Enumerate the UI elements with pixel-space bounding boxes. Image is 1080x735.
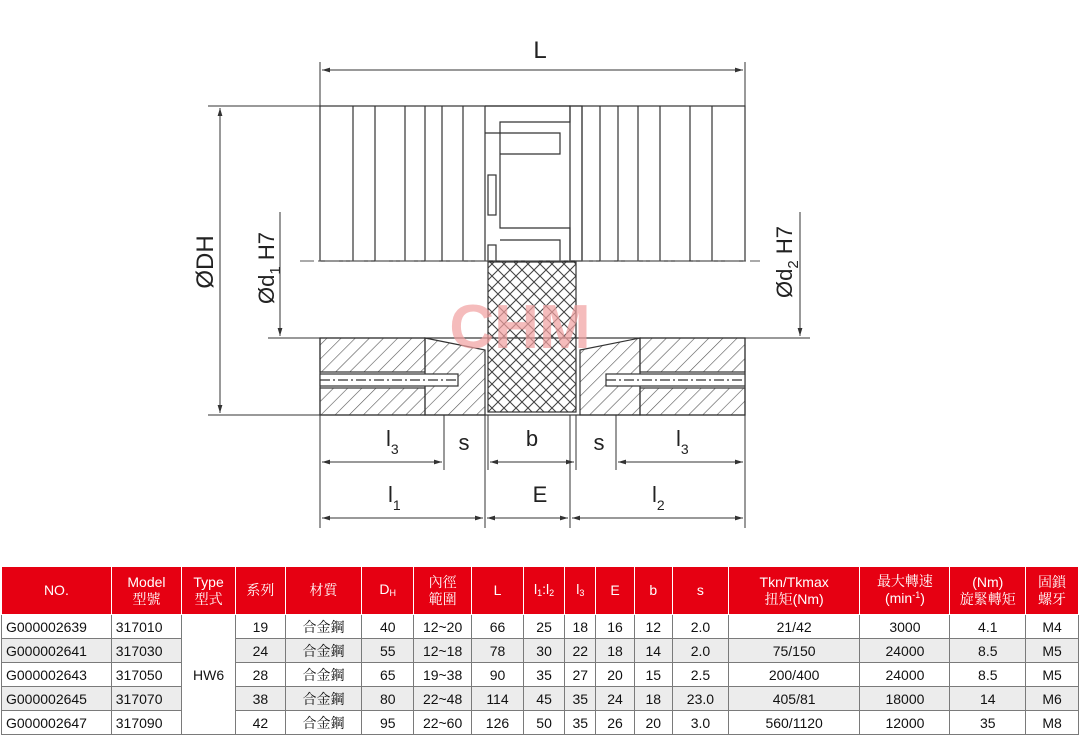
cell-E: 24 <box>596 687 634 711</box>
cell-speed: 3000 <box>860 615 950 639</box>
d2-prefix: Ød <box>772 268 797 298</box>
cell-L: 78 <box>472 639 524 663</box>
header-E <box>596 567 634 615</box>
cell-screw: M6 <box>1026 687 1079 711</box>
header-L <box>472 567 524 615</box>
cell-L: 114 <box>472 687 524 711</box>
header-bore <box>414 567 472 615</box>
dimension-label-d2 <box>772 226 802 298</box>
l3-left-main: l <box>386 426 391 451</box>
cell-l1l2: 50 <box>523 711 564 735</box>
header-torque-line2: 扭矩(Nm) <box>764 590 824 607</box>
cell-speed: 24000 <box>860 639 950 663</box>
table-row <box>2 663 1079 687</box>
d2-subscript: 2 <box>785 260 802 269</box>
cell-screw: M5 <box>1026 663 1079 687</box>
cell-no: G000002639 <box>2 615 112 639</box>
l1-main: l <box>388 482 393 507</box>
specification-table <box>1 566 1079 735</box>
cell-torque: 21/42 <box>728 615 860 639</box>
cell-speed: 18000 <box>860 687 950 711</box>
dimension-label-L: L <box>533 37 547 64</box>
l3-right-sub: 3 <box>680 441 689 457</box>
cell-dh: 95 <box>362 711 414 735</box>
table-row <box>2 687 1079 711</box>
header-screw-line1: 固鎖 <box>1038 573 1067 590</box>
cell-dh: 80 <box>362 687 414 711</box>
d2-suffix: H7 <box>772 226 797 261</box>
cell-material: 合金鋼 <box>285 639 362 663</box>
cell-l1l2: 25 <box>523 615 564 639</box>
table-row <box>2 711 1079 735</box>
header-l1l2-a: l <box>533 581 538 597</box>
cell-series: 42 <box>236 711 286 735</box>
cell-l1l2: 45 <box>523 687 564 711</box>
header-torque-line1: Tkn/Tkmax <box>759 573 829 590</box>
cell-E: 16 <box>596 615 634 639</box>
header-tight-line1: (Nm) <box>972 573 1004 590</box>
header-type <box>182 567 236 615</box>
header-l3-sub: 3 <box>579 588 585 598</box>
cell-s: 2.5 <box>672 663 728 687</box>
l2-main: l <box>652 482 657 507</box>
cell-model: 317050 <box>111 663 181 687</box>
cell-torque: 200/400 <box>728 663 860 687</box>
header-speed <box>860 567 950 615</box>
cell-b: 18 <box>634 687 672 711</box>
cell-l3: 18 <box>565 615 596 639</box>
header-dh <box>362 567 414 615</box>
header-tight-line2: 旋緊轉矩 <box>959 590 1016 607</box>
cell-material: 合金鋼 <box>285 615 362 639</box>
cell-s: 2.0 <box>672 639 728 663</box>
header-bore-line1: 內徑 <box>428 573 457 590</box>
header-dh-main: D <box>379 581 390 597</box>
header-screw-line2: 螺牙 <box>1038 590 1067 607</box>
header-model-zh: 型號 <box>132 590 161 607</box>
cell-L: 126 <box>472 711 524 735</box>
cell-dh: 55 <box>362 639 414 663</box>
cell-series: 38 <box>236 687 286 711</box>
cell-no: G000002647 <box>2 711 112 735</box>
cell-l1l2: 30 <box>523 639 564 663</box>
cell-s: 3.0 <box>672 711 728 735</box>
l3-right-main: l <box>676 426 681 451</box>
cell-b: 12 <box>634 615 672 639</box>
cell-L: 90 <box>472 663 524 687</box>
header-l3 <box>565 567 596 615</box>
cell-bore: 19~38 <box>414 663 472 687</box>
cell-bore: 22~60 <box>414 711 472 735</box>
cell-material: 合金鋼 <box>285 663 362 687</box>
header-l1l2-a-sub: 1 <box>537 588 543 598</box>
cell-bore: 12~20 <box>414 615 472 639</box>
cell-torque: 560/1120 <box>728 711 860 735</box>
dimension-label-DH: ØDH <box>192 235 219 289</box>
table-row <box>2 639 1079 663</box>
cell-dh: 40 <box>362 615 414 639</box>
cell-b: 14 <box>634 639 672 663</box>
dimension-label-l1 <box>388 482 401 513</box>
cell-tight: 8.5 <box>950 663 1026 687</box>
d1-subscript: 1 <box>267 266 284 275</box>
cell-b: 20 <box>634 711 672 735</box>
cell-E: 20 <box>596 663 634 687</box>
header-type-en: Type <box>193 573 224 590</box>
header-speed-line1: 最大轉速 <box>876 572 933 589</box>
cell-no: G000002643 <box>2 663 112 687</box>
cell-no: G000002641 <box>2 639 112 663</box>
header-bore-line2: 範圍 <box>428 590 457 607</box>
cell-series: 24 <box>236 639 286 663</box>
header-speed-line2-sup: -1 <box>912 589 921 600</box>
cell-model: 317010 <box>111 615 181 639</box>
cell-type: HW6 <box>182 615 236 735</box>
dimension-label-l3-left <box>386 426 399 457</box>
header-b <box>634 567 672 615</box>
dimension-label-s-left: s <box>458 430 470 455</box>
dimension-label-l3-right <box>676 426 689 457</box>
header-speed-line2-pre: (min <box>884 589 913 606</box>
header-dh-sub: H <box>389 588 397 598</box>
header-l3-main: l <box>576 581 580 597</box>
dimension-label-s-right: s <box>593 430 605 455</box>
header-speed-line2-post: ) <box>920 589 925 606</box>
cell-screw: M4 <box>1026 615 1079 639</box>
d1-suffix: H7 <box>254 232 279 267</box>
cell-torque: 405/81 <box>728 687 860 711</box>
header-no <box>2 567 112 615</box>
cell-E: 18 <box>596 639 634 663</box>
l1-sub: 1 <box>392 497 401 513</box>
header-l1l2-sep: :l <box>542 581 550 597</box>
cell-dh: 65 <box>362 663 414 687</box>
header-b-label: b <box>649 582 658 598</box>
cell-s: 23.0 <box>672 687 728 711</box>
table-header-row <box>2 567 1079 615</box>
header-screw <box>1026 567 1079 615</box>
coupling-exterior-view <box>320 106 745 261</box>
dimension-label-b: b <box>525 426 539 451</box>
cell-l1l2: 35 <box>523 663 564 687</box>
cell-screw: M5 <box>1026 639 1079 663</box>
header-model-en: Model <box>127 573 166 590</box>
cell-no: G000002645 <box>2 687 112 711</box>
header-l1l2 <box>523 567 564 615</box>
cell-bore: 12~18 <box>414 639 472 663</box>
header-tightening-torque <box>950 567 1026 615</box>
l3-left-sub: 3 <box>390 441 399 457</box>
d1-prefix: Ød <box>254 274 279 304</box>
cell-bore: 22~48 <box>414 687 472 711</box>
cell-l3: 22 <box>565 639 596 663</box>
header-series <box>236 567 286 615</box>
cell-model: 317030 <box>111 639 181 663</box>
cell-model: 317090 <box>111 711 181 735</box>
cell-tight: 14 <box>950 687 1026 711</box>
header-torque <box>728 567 860 615</box>
header-s <box>672 567 728 615</box>
header-s-label: s <box>696 582 704 598</box>
table-row <box>2 615 1079 639</box>
cell-E: 26 <box>596 711 634 735</box>
cell-model: 317070 <box>111 687 181 711</box>
cell-series: 19 <box>236 615 286 639</box>
header-L-label: L <box>493 582 502 598</box>
dimension-label-E: E <box>532 482 548 507</box>
cell-tight: 8.5 <box>950 639 1026 663</box>
cell-s: 2.0 <box>672 615 728 639</box>
cell-L: 66 <box>472 615 524 639</box>
cell-screw: M8 <box>1026 711 1079 735</box>
header-material-label: 材質 <box>309 582 338 598</box>
cell-material: 合金鋼 <box>285 687 362 711</box>
header-material <box>285 567 362 615</box>
header-type-zh: 型式 <box>194 590 223 607</box>
cell-speed: 24000 <box>860 663 950 687</box>
dimension-label-l2 <box>652 482 665 513</box>
cell-tight: 35 <box>950 711 1026 735</box>
header-E-label: E <box>610 582 620 598</box>
cell-l3: 27 <box>565 663 596 687</box>
cell-material: 合金鋼 <box>285 711 362 735</box>
cell-speed: 12000 <box>860 711 950 735</box>
cell-tight: 4.1 <box>950 615 1026 639</box>
cell-b: 15 <box>634 663 672 687</box>
cell-l3: 35 <box>565 687 596 711</box>
cell-torque: 75/150 <box>728 639 860 663</box>
cell-l3: 35 <box>565 711 596 735</box>
l2-sub: 2 <box>656 497 665 513</box>
header-l1l2-b-sub: 2 <box>549 588 555 598</box>
watermark-logo: CHM <box>449 293 591 362</box>
cell-series: 28 <box>236 663 286 687</box>
header-no-label: NO. <box>43 582 69 598</box>
header-series-label: 系列 <box>246 582 275 598</box>
header-model <box>111 567 181 615</box>
